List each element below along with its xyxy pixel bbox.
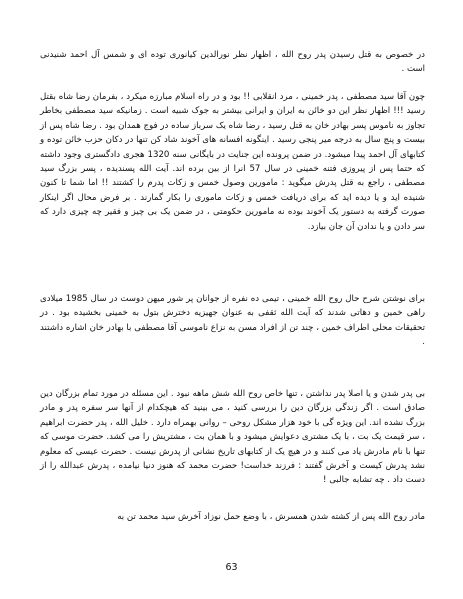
paragraph-5: مادر روح الله پس از کشته شدن همسرش ، با وضع حمل نوزاد آخرش سید محمد تن به (117, 512, 425, 522)
paragraph-1: در خصوص به قتل رسیدن پدر روح الله ، اظهار نظر نورالدین کیانوری توده ای و شمس آل احمد شنیدنی است . (40, 50, 425, 75)
paragraph-2: چون آقا سید مصطفی ، پدر خمینی ، مرد انقلابی !! بود و در راه اسلام مبارزه میکرد ، بفرمان رضا شاه بقتل رسید !!! اظهار نظر این دو خائن به ایران و ایرانی بیشتر به جوک شبیه است . زمانیکه سید مصطفی بخاطر تجاوز به ناموس پسر بهادر خان به قتل رسید ، رضا شاه یک سرباز ساده در فوج همدان بود . رضا شاه پس از بیست و پنج سال به درجه میر پنجی رسید . اینگونه افسانه های آخوند شاد کن تنها در دکان حزب خائن توده و کتابهای آل احمد پیدا میشود. در ضمن پرونده این جنایت در بایگانی سنه 1320 هجری دادگستری وجود داشته که حتما پس از پیروزی فتنه خمینی در سال 57 انرا از بین برده اند. آیت الله پسندیده ، پسر بزرگ سید مصطفی ، راجع به قتل پدرش میگوید : مامورین وصول خمس و زکات پدرم را کشتند !! اما شما تا کنون شنیده اید و یا دیده اید که برای دریافت خمس و زکات ماموری را بکار گمارند . بر فرض محال اگر اینکار صورت گرفته به دستور یک آخوند بوده نه مامورین حکومتی ، در ضمن یک بی چیز و فقیر چه چیزی دارد که سر دادن و یا ندادن آن جان بیازد. (40, 92, 425, 232)
paragraph-3: برای نوشتن شرح حال روح الله خمینی ، تیمی ده نفره از جوانان پر شور میهن دوست در سال 1985 میلادی راهی خمین و دهاتی شدند که آیت الله ثقفی به عنوان جهیزیه دخترش بتول به خمینی بخشیده بود . در تحقیقات محلی اطراف خمین ، چند تن از افراد مسن به نزاع ناموسی آقا مصطفی با بهادر خان اشاره داشتند . (40, 294, 425, 348)
page-number: 63 (225, 562, 238, 573)
paragraph-4: بی پدر شدن و یا اصلا پدر نداشتن ، تنها خاص روح الله شش ماهه نبود . این مسئله در مورد تمام بزرگان دین صادق است . اگر زندگی بزرگان دین را بررسی کنید ، می بینید که هیچکدام از آنها سر سفره پدر و مادر بزرگ نشده اند. این ویژه گی با خود هزار مشکل روحی – روانی بهمراه دارد . خلیل الله ، پدر حضرت ابراهیم ، سر قیمت یک بت ، با یک مشتری دعوایش میشود و با همان بت ، مشتریش را می کشد. حضرت موسی که تنها با نام مادرش یاد می کنند و در هیچ یک از کتابهای تاریخ نشانی از پدرش نیست . حضرت عیسی که معلوم نشد پدرش کیست و آخرش گفتند : فرزند خداست! حضرت محمد که هنوز دنیا نیامده ، پدرش عبدالله را از دست داد . چه تشابه جالبی ! (40, 389, 425, 486)
